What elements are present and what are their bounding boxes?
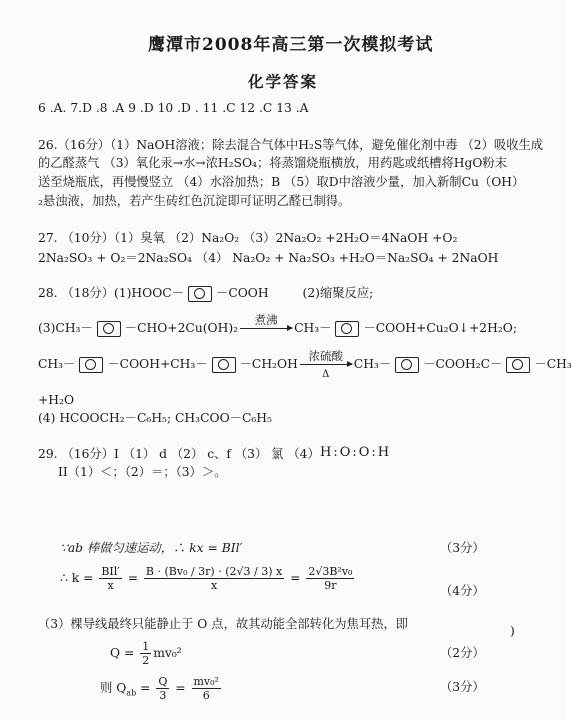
physics-line3: （3）棵导线最终只能静止于 O 点，故其动能全部转化为焦耳热，即	[38, 617, 409, 631]
benzene-ring-icon	[335, 321, 359, 337]
physics-line5: 则 $Q_{ab}$ = $\frac{Q}{3}$ = $\frac{\text{mv₀²}}{6}$	[100, 675, 219, 702]
q28-line1-tail: (2)缩聚反应;	[302, 286, 374, 300]
benzene-ring-icon	[395, 357, 419, 373]
fraction-denominator: 6	[202, 689, 210, 702]
benzene-ring-icon	[188, 286, 212, 302]
q28-line3-f: －CH₃	[534, 357, 572, 371]
physics-line5-eq: =	[140, 681, 151, 695]
q28-line3-c: －CH₂OH	[239, 357, 298, 371]
fraction-numerator: 1	[142, 640, 150, 653]
q26-line1: 26.（16分）（1）NaOH溶液；除去混合气体中H₂S等气体，避免催化剂中毒 （2）吸收生成	[38, 138, 544, 152]
multiple-choice-answers: 6 .A. 7.D .8 .A 9 .D 10 .D . 11 .C 12 .C 13 .A	[38, 101, 309, 115]
fraction	[144, 565, 284, 592]
fraction-numerator: BIl′	[101, 565, 120, 578]
score-4: （3分）	[440, 680, 485, 694]
q26-line4: ₂悬浊液，加热，若产生砖红色沉淀即可证明乙醛已制得。	[38, 194, 351, 208]
q28-line3	[38, 349, 572, 380]
q28-line1-pre: 28. （18分）(1)HOOC－	[38, 286, 185, 300]
physics-line4-pre: Q =	[110, 646, 135, 660]
fraction-numerator: mv₀²	[193, 675, 219, 688]
fraction-denominator: 9r	[324, 579, 337, 592]
q28-line2-a: (3)CH₃－	[38, 321, 93, 335]
q28-line2	[38, 313, 517, 337]
score-1: （3分）	[440, 541, 485, 555]
q28-line2-b: －CHO+2Cu(OH)₂	[124, 321, 239, 335]
q28-line3-b: －COOH+CH₃－	[107, 357, 208, 371]
fraction	[192, 675, 221, 702]
physics-line5-sub: ab	[126, 688, 137, 698]
physics-line4-post: mv₀²	[153, 646, 182, 660]
margin-mark: )	[510, 624, 515, 638]
physics-line2-pre: ∴ k =	[60, 571, 94, 585]
fraction-denominator: x	[107, 579, 114, 592]
arrow-heat: Δ	[322, 369, 330, 380]
fraction	[156, 675, 169, 702]
benzene-ring-icon	[212, 357, 236, 373]
fraction-numerator: 2√3B²v₀	[308, 565, 353, 578]
fraction-denominator: x	[210, 579, 218, 592]
fraction	[99, 565, 121, 592]
benzene-ring-icon	[506, 357, 530, 373]
page-subtitle: 化学答案	[248, 72, 319, 91]
q28-line2-c: CH₃－	[294, 321, 332, 335]
reaction-arrow	[240, 313, 292, 329]
benzene-ring-icon	[79, 357, 103, 373]
q28-line5: (4) HCOOCH₂－C₆H₅; CH₃COO－C₆H₅	[38, 411, 272, 425]
page-title: 鹰潭市2008年高三第一次模拟考试	[148, 35, 434, 55]
q28-line3-e: －COOH₂C－	[423, 357, 503, 371]
q28-line1-post: －COOH	[216, 286, 269, 300]
arrow-line	[300, 364, 352, 365]
fraction-numerator: Q	[158, 675, 168, 688]
q28-line4: +H₂O	[38, 393, 75, 407]
q28-line3-d: CH₃－	[353, 357, 392, 371]
benzene-ring-icon	[97, 321, 121, 337]
arrow-line	[240, 328, 292, 329]
reaction-arrow	[300, 349, 352, 380]
q26-line2: 的乙醛蒸气 （3）氧化汞→水→浓H₂SO₄；将蒸馏烧瓶横放，用药匙或纸槽将HgO粉末	[38, 156, 508, 170]
fraction-denominator: 2	[142, 654, 150, 667]
lewis-structure: H:O:O:H	[320, 445, 392, 460]
q27-line2: 2Na₂SO₃ + O₂＝2Na₂SO₄ （4） Na₂O₂ + Na₂SO₃ +H₂O＝Na₂SO₄ + 2NaOH	[38, 251, 499, 265]
fraction-numerator: B · (Bv₀ / 3r) · (2√3 / 3) x	[145, 565, 283, 578]
fraction	[140, 640, 151, 667]
q29-line2: II（1）＜；（2）＝；（3）＞。	[58, 465, 227, 479]
q28-line1	[38, 285, 373, 302]
q26-line3: 送至烧瓶底，再慢慢竖立 （4）水浴加热；B （5）取D中溶液少量，加入新制Cu（OH）	[38, 175, 525, 189]
physics-line5-pre: 则 Q	[100, 681, 127, 695]
q28-line2-d: －COOH+Cu₂O↓+2H₂O;	[363, 321, 517, 335]
q29-line1: 29. （16分）I （1） d （2） c、f （3） 氯 （4）	[38, 447, 320, 461]
arrow-condition: 浓硫酸	[308, 349, 344, 363]
score-3: （2分）	[440, 646, 485, 660]
q27-line1: 27. （10分）（1）臭氧 （2）Na₂O₂ （3）2Na₂O₂ +2H₂O＝4NaOH +O₂	[38, 231, 458, 245]
q28-line3-a: CH₃－	[38, 357, 76, 371]
physics-line2: ∴ k = $\frac{\text{BIl′}}{x}$ = $\frac{\text{B · (Bv₀ / 3r) · (2√3 / 3) x}}{x}$ = $\frac{\text{2√3B²v₀}}{9r}$	[60, 565, 353, 592]
score-2: （4分）	[440, 584, 485, 598]
physics-line4	[110, 640, 182, 667]
fraction-denominator: 3	[159, 689, 167, 702]
physics-line1: ∵ab 棒做匀速运动，∴ kx = BIl′	[60, 541, 243, 555]
arrow-condition: 煮沸	[254, 313, 278, 327]
fraction	[306, 565, 354, 592]
